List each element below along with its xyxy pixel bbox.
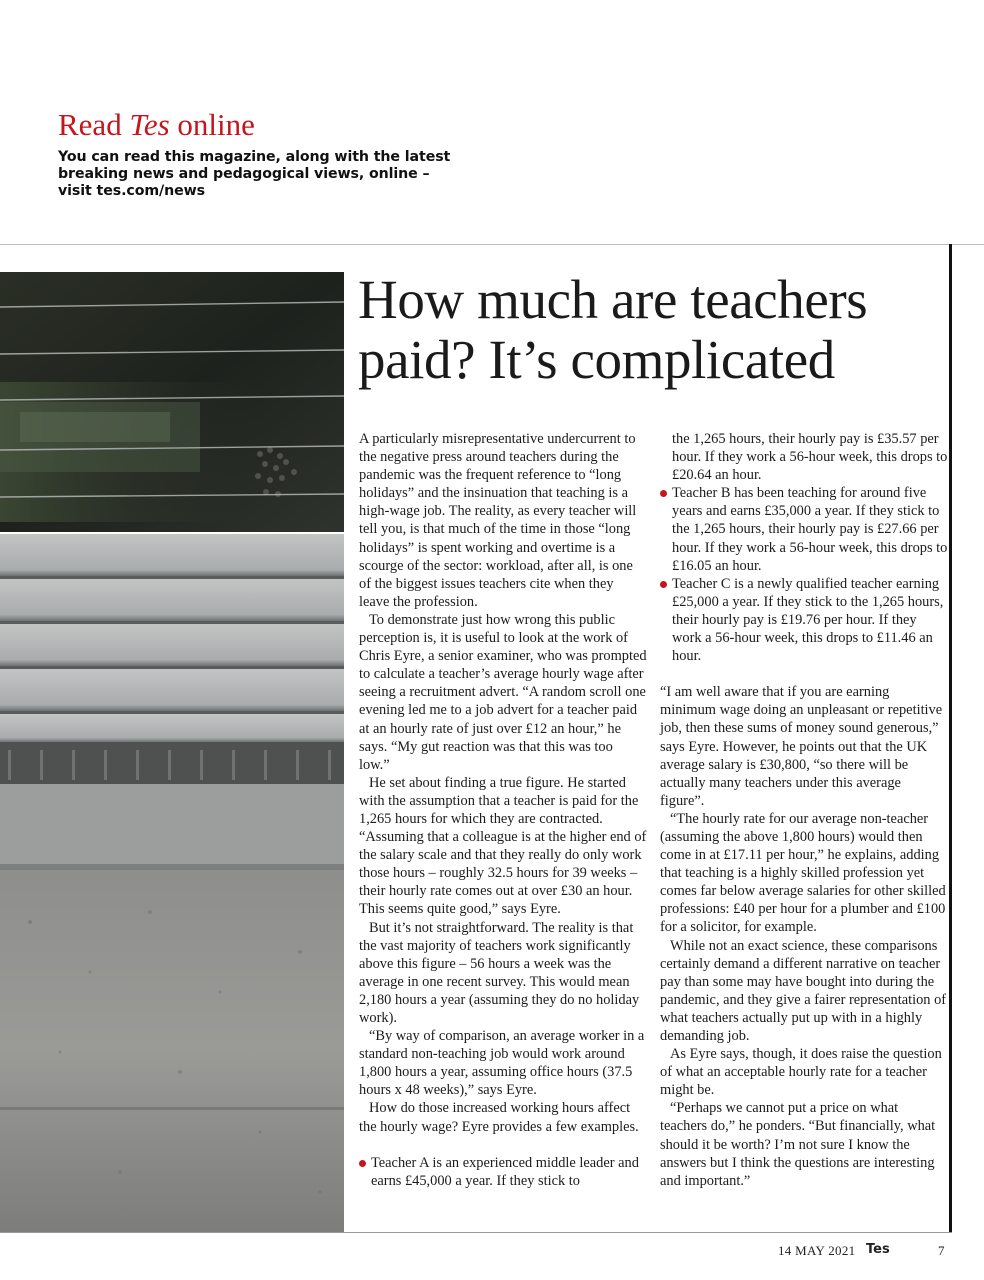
body-paragraph: To demonstrate just how wrong this public perception is, it is useful to look at the work of Chris Eyre, a senior examiner, who was prompted to calculate a teacher’s average hourly wage after seeing a recruitment advert. “A random scroll one evening led me to a job advert for a teacher paid at an hourly rate of just over £12 an hour,” he says. “My gut reaction was that this was too low.” (359, 611, 647, 773)
bullet-paragraph: Teacher C is a newly qualified teacher earning £25,000 a year. If they stick to the 1,265 hours, their hourly pay is £19.76 per hour. If they work a 56-hour week, this drops to £11.46 an hour. (660, 575, 948, 665)
bullet-paragraph: the 1,265 hours, their hourly pay is £35.57 per hour. If they work a 56-hour week, this drops to £20.64 an hour. (672, 431, 948, 484)
body-paragraph: “Perhaps we cannot put a price on what teachers do,” he ponders. “But financially, what should it be worth? I’m not sure I know the answers but I think the questions are interesting and important.” (660, 1100, 936, 1189)
promo-text: You can read this magazine, along with the latest breaking news and pedagogical views, online – visit tes.com/news (58, 149, 451, 200)
body-paragraph: How do those increased working hours affect the hourly wage? Eyre provides a few examples. (359, 1100, 639, 1135)
article-photo (0, 272, 344, 1232)
promo-heading (58, 108, 458, 142)
bottom-divider (0, 1232, 952, 1233)
body-paragraph: A particularly misrepresentative undercurrent to the negative press around teachers during the pandemic was the frequent reference to “long holidays” and the insinuation that teaching is a high-wage job. The reality, as every teacher will tell you, is that much of the time in those “long holidays” is spent working and overtime is a scourge of the sector: workload, after all, is one of the biggest issues teachers cite when they leave the profession. (359, 431, 637, 610)
promo-box (58, 108, 458, 200)
right-border (949, 244, 952, 1232)
body-paragraph: “I am well aware that if you are earning minimum wage doing an unpleasant or repetitive job, then these sums of money sound generous,” says Eyre. However, he points out that the UK average salary is £30,800, “so there will be actually many teachers under this average figure”. (660, 684, 943, 809)
bullet-paragraph: Teacher B has been teaching for around five years and earns £35,000 a year. If they stick to the 1,265 hours, their hourly pay is £27.66 per hour. If they work a 56-hour week, this drops to £16.05 an hour. (660, 484, 948, 574)
article-headline: How much are teachers paid? It’s complicated (358, 269, 868, 390)
body-paragraph: But it’s not straightforward. The reality is that the vast majority of teachers work significantly above this figure – 56 hours a week was the average in one recent survey. This would mean 2,180 hours a year (assuming they do no holiday work). (359, 919, 640, 1026)
top-divider (0, 244, 984, 245)
promo-heading-suffix: online (169, 107, 255, 142)
body-paragraph: As Eyre says, though, it does raise the question of what an acceptable hourly rate for a teacher might be. (660, 1046, 942, 1099)
footer-date: 14 MAY 2021 (778, 1243, 856, 1258)
promo-heading-brand: Tes (129, 107, 170, 142)
footer-brand: Tes (866, 1242, 890, 1257)
bullet-paragraph: Teacher A is an experienced middle leader and earns £45,000 a year. If they stick to (359, 1154, 647, 1190)
body-paragraph: While not an exact science, these comparisons certainly demand a different narrative on teacher pay than some may have bought into during the pandemic, and they give a fairer representation of what teachers actually put up with in a highly demanding job. (660, 937, 947, 1044)
promo-heading-prefix: Read (58, 107, 130, 142)
article-column-1 (359, 430, 647, 1190)
article-column-2 (660, 430, 948, 1190)
body-paragraph: “By way of comparison, an average worker in a standard non-teaching job would work around 1,800 hours a year, assuming office hours (37.5 hours x 48 weeks),” says Eyre. (359, 1028, 645, 1099)
page-number: 7 (938, 1243, 945, 1258)
article-photo-image (0, 272, 344, 1232)
body-paragraph: He set about finding a true figure. He started with the assumption that a teacher is paid for the 1,265 hours for which they are contracted. “Assuming that a colleague is at the higher end of the salary scale and that they really do only work those hours – roughly 32.5 hours for 39 weeks – their hourly rate comes out at over £30 an hour. This seems quite good,” says Eyre. (359, 774, 647, 918)
body-paragraph: “The hourly rate for our average non-teacher (assuming the above 1,800 hours) would then come in at £17.11 per hour,” he explains, adding that teaching is a highly skilled profession yet comes far below average salaries for other skilled professions: £40 per hour for a plumber and £100 for a solicitor, for example. (660, 810, 946, 936)
